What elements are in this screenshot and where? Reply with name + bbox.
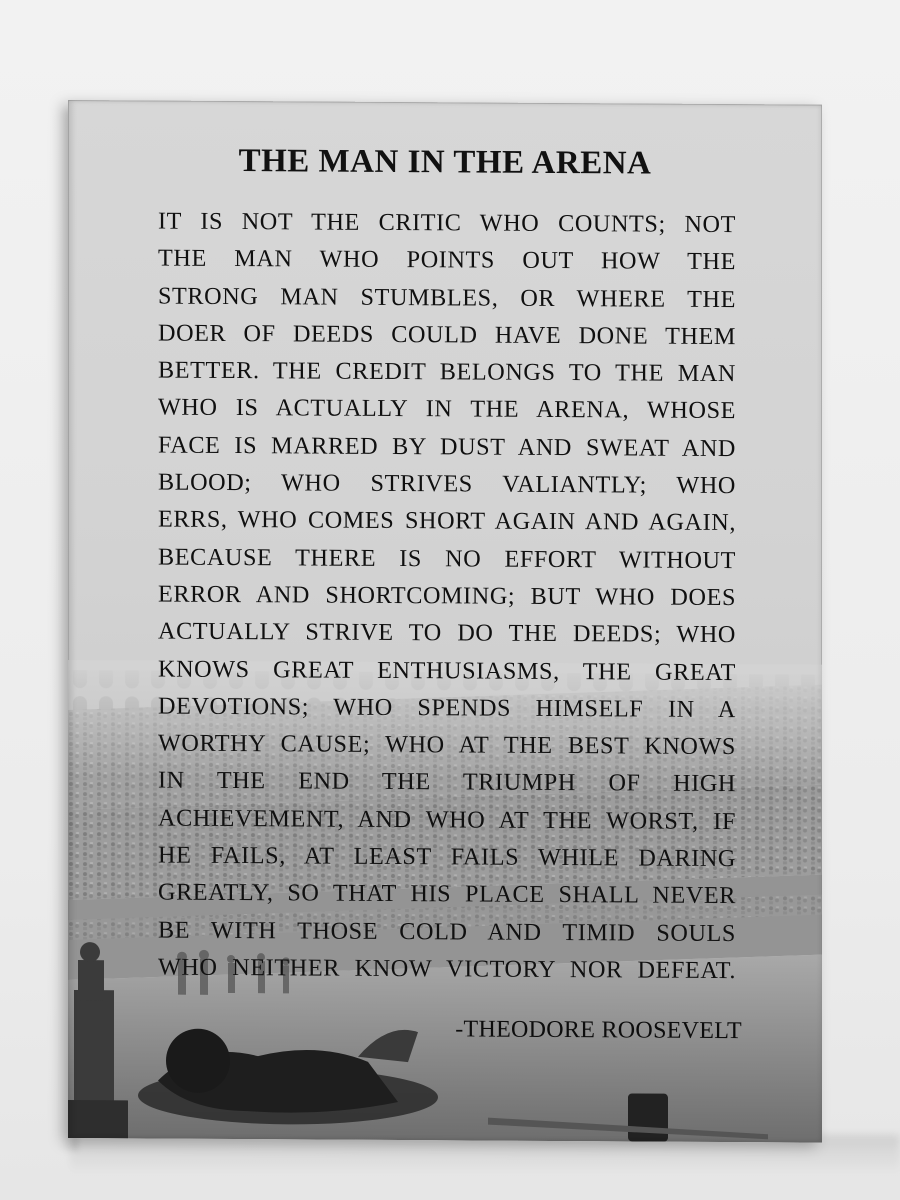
poster-canvas — [68, 100, 822, 1143]
quote-line: DOER OF DEEDS COULD HAVE DONE THEM — [158, 319, 736, 350]
quote-line: WORTHY CAUSE; WHO AT THE BEST KNOWS — [158, 729, 736, 761]
quote-line: STRONG MAN STUMBLES, OR WHERE THE — [158, 282, 736, 313]
quote-line: BE WITH THOSE COLD AND TIMID SOULS — [158, 916, 736, 947]
quote-line: KNOWS GREAT ENTHUSIASMS, THE GREAT — [158, 655, 736, 686]
quote-line: BECAUSE THERE IS NO EFFORT WITHOUT — [158, 543, 736, 574]
quote-line: DEVOTIONS; WHO SPENDS HIMSELF IN A — [158, 692, 736, 723]
quote-line: ACTUALLY STRIVE TO DO THE DEEDS; WHO — [158, 617, 736, 649]
quote-author: -THEODORE ROOSEVELT — [455, 1016, 742, 1045]
quote-line: IT IS NOT THE CRITIC WHO COUNTS; NOT — [158, 207, 736, 239]
quote-text — [158, 203, 736, 990]
quote-line: IN THE END THE TRIUMPH OF HIGH — [158, 767, 736, 798]
quote-line: FACE IS MARRED BY DUST AND SWEAT AND — [158, 431, 736, 462]
quote-line: WHO IS ACTUALLY IN THE ARENA, WHOSE — [158, 394, 736, 425]
quote-line: ACHIEVEMENT, AND WHO AT THE WORST, IF — [158, 804, 736, 835]
quote-line: GREATLY, SO THAT HIS PLACE SHALL NEVER — [158, 878, 736, 910]
quote-line: WHO NEITHER KNOW VICTORY NOR DEFEAT. — [158, 953, 736, 985]
quote-line: ERRS, WHO COMES SHORT AGAIN AND AGAIN, — [158, 505, 736, 537]
quote-line: HE FAILS, AT LEAST FAILS WHILE DARING — [158, 841, 736, 873]
quote-line: BETTER. THE CREDIT BELONGS TO THE MAN — [158, 356, 736, 388]
poster-title: THE MAN IN THE ARENA — [238, 143, 652, 182]
quote-line: BLOOD; WHO STRIVES VALIANTLY; WHO — [158, 468, 736, 500]
quote-line: ERROR AND SHORTCOMING; BUT WHO DOES — [158, 580, 736, 612]
quote-line: THE MAN WHO POINTS OUT HOW THE — [158, 244, 736, 276]
